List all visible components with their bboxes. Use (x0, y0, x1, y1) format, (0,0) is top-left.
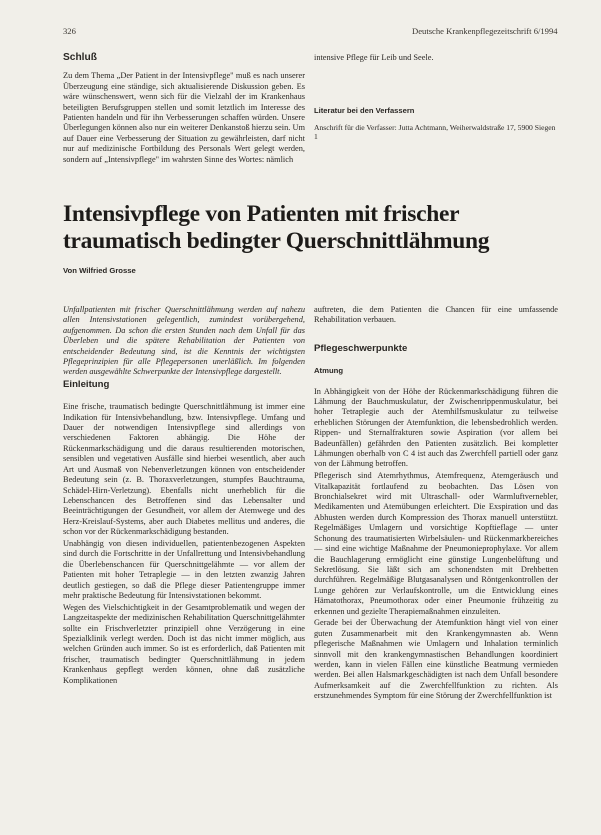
conclusion-column-left (63, 53, 305, 166)
conclusion-paragraph: Zu dem Thema „Der Patient in der Intensivpflege" muß es nach unserer Überzeugung eine ständige, sich aktualisierende Diskussion geben. Es wäre wünschenswert, wenn sich für die Vielzahl der im Krankenhaus beteiligten Berufsgruppen stellen und somit letztlich im Interesse des Patienten handeln und für ihn Verbesserungen schaffen würden. Unsere Überlegungen können also nur ein weiterer Denkanstoß hierzu sein. Um auf Dauer eine Verbesserung der Situation zu gewährleisten, darf nicht nur auf medizinische Fortbildung des Personals Wert gelegt werden, sondern auf „Intensivpflege" im wahrsten Sinne des Wortes: nämlich (63, 71, 305, 164)
continuation-paragraph: auftreten, die dem Patienten die Chancen für eine umfassende Rehabilitation verbauen. (314, 305, 558, 325)
conclusion-paragraph-continued: intensive Pflege für Leib und Seele. (314, 53, 434, 62)
introduction-heading: Einleitung (63, 378, 110, 390)
literature-heading: Literatur bei den Verfassern (314, 106, 415, 116)
article-column-left (63, 305, 305, 687)
article-byline: Von Wilfried Grosse (63, 266, 136, 275)
care-focus-heading: Pflegeschwerpunkte (314, 342, 408, 354)
page-number: 326 (63, 26, 76, 36)
conclusion-column-right (314, 53, 558, 141)
breathing-paragraph-3: Gerade bei der Überwachung der Atemfunktion hängt viel von einer guten Zusammenarbeit mit den Krankengymnasten ab. Wenn pflegerische Maßnahmen wie Umlagern und Inhalation terminlich sinnvoll mit den krankengymnastischen Behandlungen koordiniert werden, kann in vielen Fällen eine künstliche Beatmung vermieden werden. Bei allen Halsmarkgeschädigten ist nach dem Unfall besondere Aufmerksamkeit auf die Zwerchfellfunktion zu richten. Als erstzunehmendes Symptom für eine Störung der Zwerchfellfunktion ist (314, 618, 558, 701)
introduction-paragraph-3: Wegen des Vielschichtigkeit in der Gesamtproblematik und wegen der Langzeitaspekte der medizinischen Rehabilitation Querschnittgelähmter sollte ein Frischverletzter prinzipiell ohne Verzögerung in eine Spezialklinik verlegt werden. Doch ist das nicht immer möglich, aus welchen Gründen auch immer. So ist es erforderlich, daß Patienten mit frischer, traumatisch bedingter Querschnittlähmung in jedem Krankenhaus gepflegt werden können, ohne daß zusätzliche Komplikationen (63, 602, 305, 685)
journal-title: Deutsche Krankenpflegezeitschrift 6/1994 (412, 26, 558, 36)
article-title (63, 201, 563, 254)
article-title-line-2: traumatisch bedingter Querschnittlähmung (63, 227, 490, 254)
author-address: Anschrift für die Verfasser: Jutta Achtmann, Weiherwaldstraße 17, 5900 Siegen 1 (314, 122, 556, 142)
breathing-paragraph-1: In Abhängigkeit von der Höhe der Rückenmarkschädigung führen die Lähmung der Bauchmuskulatur, der Zwischenrippenmuskulatur, bei hoher Tetraplegie auch der Atemhilfsmuskulatur zu teilweise erheblichen Störungen der Atemfunktion, die lebensbedrohlich werden. Rippen- und Sternalfrakturen sowie Aspiration (vor allem bei Badeunfällen) gefährden den Patienten zusätzlich. Bei kompletter Lähmungen oberhalb von C 4 ist auch das Zwerchfell partiell oder ganz von der Lähmung betroffen. (314, 386, 558, 469)
article-column-right (314, 305, 558, 703)
breathing-paragraph-2: Pflegerisch sind Atemrhythmus, Atemfrequenz, Atemgeräusch und Vitalkapazität fortlaufend zu beobachten. Das Lösen von Bronchialsekret wird mit Ultraschall- oder Warmluftvernebler, Medikamenten und Atemübungen erleichtert. Die Exspiration und das Abhusten werden durch Kompression des Thorax manuell unterstützt. Regelmäßiges Umlagern und vorsichtige Kopftieflage — unter Schonung des traumatisierten Wirbelsäulen- und Rückenmarkbereiches — sind eine wichtige Maßnahme der Pneumonieprophylaxe. Vor allem die Bauchlagerung ermöglicht eine günstige Lungenbelüftung und Sekretlösung. Sie läßt sich am schonendsten mit Drehbetten durchführen. Regelmäßige Blutgasanalysen und Röntgenkontrollen der Lunge gehören zur Verlaufskontrolle, um die Entwicklung eines Hämatothorax, Pneumothorax oder einer Pneumonie frühzeitig zu erkennen und gezielte Therapiemaßnahmen einzuleiten. (314, 471, 558, 616)
introduction-paragraph-1: Eine frische, traumatisch bedingte Querschnittlähmung ist immer eine Indikation für Intensivbehandlung, bzw. Intensivpflege. Umfang und Dauer der notwendigen Intensivpflege sind allerdings von verschiedenen Faktoren abhängig. Die Höhe der Rückenmarkschädigung und die daraus resultierenden motorischen, sensiblen und vegetativen Ausfälle sind hierbei wesentlich, aber auch Art und Ausmaß von Nebenverletzungen können von entscheidender Bedeutung sein (z. B. Thoraxverletzungen, stumpfes Bauchtrauma, Schädel-Hirn-Verletzung). Ebenfalls nicht unerheblich für die Lebenschancen des Betroffenen sind das Lebensalter und Beeinträchtigungen der Gesundheit, vor allem der Atemwege und des Herz-Kreislauf-Systems, aber auch Diabetes mellitus und anderes, die schon vor der Rückenmarkschädigung bestanden. (63, 402, 305, 537)
introduction-paragraph-2: Unabhängig von diesen individuellen, patientenbezogenen Aspekten sind durch die Fortschritte in der Unfallrettung und Intensivbehandlung die Überlebenschancen für Querschnittgelähmte — vor allem der Patienten mit hoher Tetraplegie — in den letzten zwanzig Jahren deutlich gestiegen, so daß die Pflege dieser Patientengruppe immer mehr praktische Bedeutung für Intensivstationen bekommt. (63, 538, 305, 600)
article-title-line-1: Intensivpflege von Patienten mit frischer (63, 201, 460, 227)
breathing-heading: Atmung (314, 366, 344, 376)
article-abstract: Unfallpatienten mit frischer Querschnittlähmung werden auf nahezu allen Intensivstationen gelegentlich, zumindest vorübergehend, aufgenommen. Da schon die ersten Stunden nach dem Unfall für das Überleben und die spätere Rehabilitation der Patienten von entscheidender Bedeutung sind, ist die Kenntnis der wichtigsten Pflegeprinzipien für alle Pflegepersonen unerläßlich. Im folgenden werden ausgewählte Schwerpunkte der Intensivpflege dargestellt. (63, 305, 305, 377)
conclusion-heading: Schluß (63, 52, 97, 63)
